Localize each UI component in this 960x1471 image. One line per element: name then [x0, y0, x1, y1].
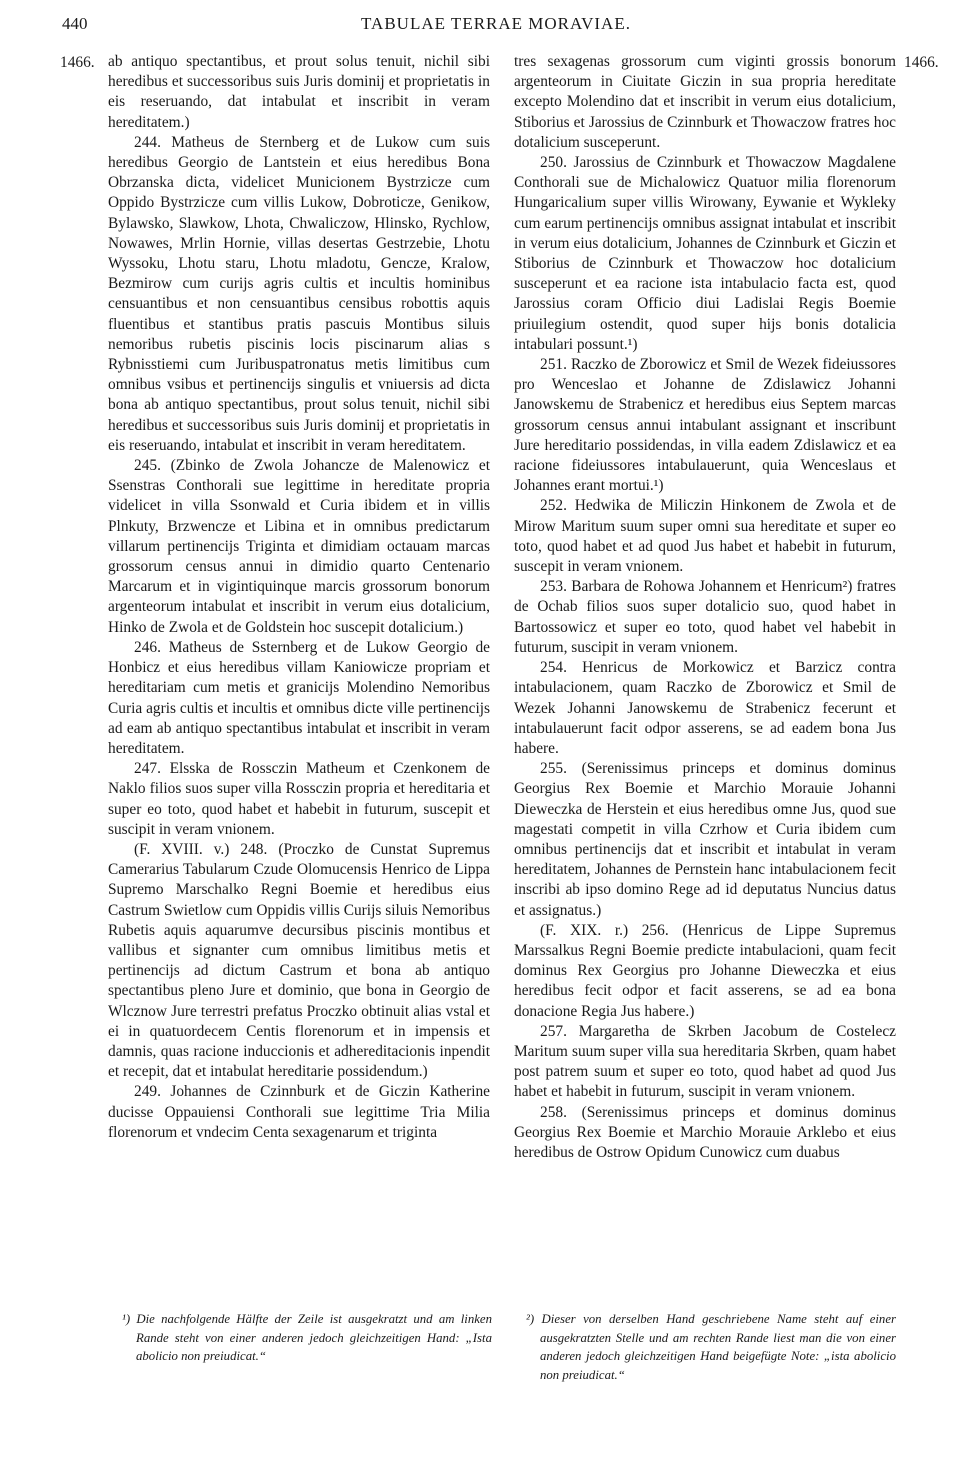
- footnote-right: [526, 1310, 896, 1384]
- entry-255: 255. (Serenissimus princeps et dominus dominus Georgius Rex Boemie et Marchio Morauie Johanni Dieweczka de Herstein et eius heredibus omne Jus, quod sue magestati competit in villa Czrhow et Curia ibidem cum omnibus pertinencijs dat et inscribit et intabulat in veram hereditatem, Johannes de Pernstein hanc intabulacionem fecit inscribi ab ipso domino Rege ad id deputatus Nuncius datus et assignatus.): [514, 760, 896, 919]
- entry-248: (F. XVIII. v.) 248. (Proczko de Cunstat Supremus Camerarius Tabularum Czude Olomucensis Henrico de Lippa Supremo Marschalko Regni Boemie et heredibus eius Castrum Swietlow cum Oppidis villis Curijs siluis Nemoribus Rubetis aquis aquarumve decursibus piscinis montibus et vallibus et signanter cum omnibus limitibus metis et pertinencijs ad dictum Castrum et bona ab antiquo spectantibus pleno Jure et dominio, que bona in Georgio de Wlcznow Jure terrestri prefatus Proczko obtinuit alias vstal et ei in quatuordecem Centis florenorum et in impensis et damnis, quas racione induccionis et adhereditacionis inpendit et recepit, dat et intabulat hereditarie possidendum.): [108, 840, 490, 1081]
- running-title: TABULAE TERRAE MORAVIAE.: [361, 14, 631, 33]
- entry-250: 250. Jarossius de Czinnburk et Thowaczow Magdalene Conthorali sue de Michalowicz Quatuor milia florenorum Hungaricalium super villis Wirowany, Eywanie et Wykleky cum earum pertinencijs omnibus assignat intabulat et inscribit in verum eius dotalicium, Johannes de Czinnburk et Giczin et Stiborius de Czinnburk et Thowaczow hoc dotalicium susceperunt et ea racione ista intabulacio facta est, quod Jarossius coram Officio diui Ladislai Regis Boemie priuilegium ostendit, quod super hijs bonis dotalicia intabulari possunt.¹): [514, 154, 896, 353]
- entry-251: 251. Raczko de Zborowicz et Smil de Wezek fideiussores pro Wenceslao et Johanne de Zdislawicz Johanni Janowskemu de Strabenicz et heredibus eius Septem marcas grossorum census annui intabulant assignant et inscribunt Jure hereditario possidendas, in villa eadem Zdislawicz et ea racione fideiussores intabulauerunt, quia Wenceslaus et Johannes erant mortui.¹): [514, 356, 896, 495]
- footnote-left: [122, 1310, 492, 1366]
- page-header: [62, 14, 930, 40]
- entry-249-continuation: tres sexagenas grossorum cum viginti grossis bonorum argenteorum in Ciuitate Giczin in sua propria hereditate excepto Molendino dat et inscribit in verum eius dotalicium, Stiborius et Jarossius de Czinnburk et Thowaczow fratres hoc dotalicium susceperunt.: [514, 53, 896, 151]
- entry-245: 245. (Zbinko de Zwola Johancze de Malenowicz et Ssenstras Conthorali sue legittime in hereditate propria videlicet in villa Ssonwald et Curia ibidem et in villis Plnkuty, Brzwencze et Libina et in omnibus predictarum villarum pertinencijs Triginta et dimidiam octauam marcas grossorum census annui in dimidio quarto Centenario Marcarum et in vigintiquinque marcis grossorum bonorum argenteorum intabulat et inscribit in verum eius dotalicium, Hinko de Zwola et de Goldstein hoc suscepit dotalicium.): [108, 457, 490, 636]
- entry-258: 258. (Serenissimus princeps et dominus dominus Georgius Rex Boemie et Marchio Morauie Arklebo et eius heredibus de Ostrow Opidum Cunowicz cum duabus: [514, 1103, 896, 1161]
- entry-247: 247. Elsska de Rossczin Matheum et Czenkonem de Naklo filios suos super villa Rossczin propria et hereditaria et super eo toto, quod habet et habebit in futurum, suscepit et suscipit in veram vnionem.: [108, 760, 490, 838]
- entry-254: 254. Henricus de Morkowicz et Barzicz contra intabulacionem, quam Raczko de Zborowicz et Smil de Wezek Johanni Janowskemu de Strabenicz fecerunt et intabulauerunt facit odpor asserens, se ad eadem bona Jus habere.: [514, 659, 896, 757]
- page-number: 440: [62, 14, 88, 33]
- left-column: [108, 52, 490, 1143]
- entry-256: (F. XIX. r.) 256. (Henricus de Lippe Supremus Marssalkus Regni Boemie predicte intabulacioni, quam fecit dominus Rex Georgius pro Johanne Dieweczka et eius heredibus fecit odpor et facit asserens, se ad ea bona donacione Regia Jus habere.): [514, 921, 896, 1020]
- entry-252: 252. Hedwika de Miliczin Hinkonem de Zwola et de Mirow Maritum suum super omni sua hereditate et super eo toto, quod habet et ad quod Jus habet et habebit in futurum, suscepit in veram vnionem.: [514, 497, 896, 576]
- year-margin-left: 1466.: [60, 54, 95, 71]
- right-column: [514, 52, 896, 1163]
- entry-continuation: ab antiquo spectantibus, et prout solus tenuit, nichil sibi heredibus et successoribus suis Juris dominij et proprietatis in eis reseruando, dat intabulat et inscribit in veram hereditatem.): [108, 53, 490, 131]
- entry-244: 244. Matheus de Sternberg et de Lukow cum suis heredibus Georgio de Lantstein et eius heredibus Bona Obrzanska dicta, videlicet Municionem Bystrzicze cum Oppido Bystrzicze cum villis Lukow, Dobroticze, Genikow, Bylawsko, Slawkow, Lhota, Chwaliczow, Hlinsko, Rychlow, Nowawes, Mrlin Hornie, villas desertas Gestrzebie, Lhotu Wyssoku, Lhotu staru, Lhotu mladotu, Gencze, Kralow, Bezmirow cum curijs agris cultis et incultis hominibus censuantibus et non censuantibus censibus robottis aquis fluentibus et stantibus pratis pascuis Montibus siluis nemoribus rubetis piscinis locis piscinarum alias s Rybnisstiemi cum Juribuspatronatus metis limitibus cum omnibus vsibus et pertinencijs singulis et vniuersis ad dicta bona ab antiquo spectantibus, prout solus tenuit, nichil sibi heredibus et successoribus suis Juris dominij et proprietatis in eis reseruando, intabulat et inscribit in veram hereditatem.: [108, 133, 490, 454]
- footnote-2: ²) Dieser von derselben Hand geschriebene Name steht auf einer ausgekratzten Stelle und am rechten Rande liest man die von einer anderen jedoch gleichzeitigen Hand beigefügte Note: „ista abolicio non preiudicat.“: [526, 1312, 896, 1382]
- entry-253: 253. Barbara de Rohowa Johannem et Henricum²) fratres de Ochab filios suos super dotalicio suo, quod habet in Bartossowicz et super eo toto, quod habet vel habebit in futurum, suscipit in veram vnionem.: [514, 578, 896, 656]
- entry-246: 246. Matheus de Ssternberg et de Lukow Georgio de Honbicz et eius heredibus villam Kaniowicze propriam et hereditariam cum metis et granicijs Molendino Nemoribus Curia agris cultis et incultis et omnibus dicte ville pertinencijs ad eam ab antiquo spectantibus intabulat et inscribit in veram hereditatem.: [108, 638, 490, 757]
- entry-257: 257. Margaretha de Skrben Jacobum de Costelecz Maritum suum super villa sua hereditaria Skrben, quam habet post patrem suum et super eo toto, quod habet ad quod Jus habet et habebit in futurum, suscipit in veram vnionem.: [514, 1022, 896, 1101]
- footnote-1: ¹) Die nachfolgende Hälfte der Zeile ist ausgekratzt und am linken Rande steht von einer anderen jedoch gleichzeitigen Hand: „Ista abolicio non preiudicat.“: [122, 1312, 492, 1364]
- year-margin-right: 1466.: [904, 54, 939, 71]
- entry-249: 249. Johannes de Czinnburk et de Giczin Katherine ducisse Oppauiensi Conthorali sue legittime Tria Milia florenorum et vndecim Centa sexagenarum et triginta: [108, 1083, 490, 1141]
